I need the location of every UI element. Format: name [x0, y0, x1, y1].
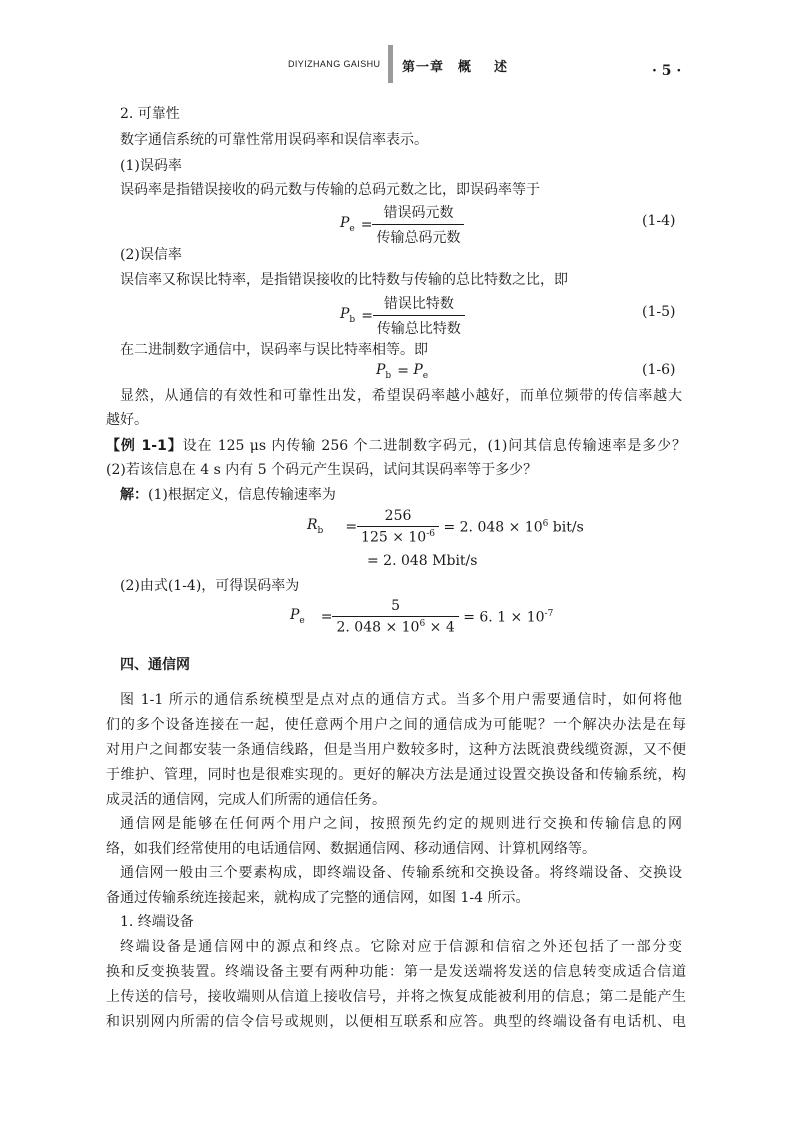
terminal-heading: 1. 终端设备 — [120, 914, 194, 930]
network-p3-line-2: 备通过传输系统连接起来，就构成了完整的通信网，如图 1-4 所示。 — [106, 890, 530, 906]
bit-error-heading: (2)误信率 — [120, 247, 182, 263]
reliability-intro: 数字通信系统的可靠性常用误码率和误信率表示。 — [120, 132, 428, 148]
binary-note: 在二进制数字通信中，误码率与误比特率相等。即 — [120, 342, 428, 358]
terminal-p-line-2: 换和反变换装置。终端设备主要有两种功能：第一是发送端将发送的信息转变成适合信道 — [106, 964, 686, 980]
equation-rb — [307, 508, 584, 546]
terminal-p-line-3: 上传送的信号，接收端则从信道上接收信号，并将之恢复成能被利用的信息；第二是能产生 — [106, 989, 686, 1005]
eq15-lhs: $P_b$ — [340, 306, 356, 325]
equals-sign: = — [345, 518, 358, 535]
chapter-number: 第一章 — [402, 60, 445, 75]
solution-label: 解： — [120, 487, 148, 503]
ber-definition: 误码率是指错误接收的码元数与传输的总码元数之比，即误码率等于 — [120, 182, 540, 198]
eq16-lhs: $P_b$ — [376, 362, 392, 381]
equation-1-5 — [340, 293, 465, 338]
network-p1-line-5: 成灵活的通信网，完成人们所需的通信任务。 — [106, 792, 386, 808]
rb-lhs: $R_b$ — [307, 517, 324, 537]
eq14-numerator: 错误码元数 — [383, 205, 454, 221]
page-number: · 5 · — [652, 63, 682, 79]
rb-fraction — [357, 508, 439, 546]
eq15-numerator: 错误比特数 — [383, 296, 454, 312]
equals-sign: = — [320, 608, 333, 625]
bit-error-definition: 误信率又称误比特率，是指错误接收的比特数与传输的总比特数之比，即 — [120, 272, 568, 288]
example-text-1: 设在 125 μs 内传输 256 个二进制数字码元，(1)问其信息传输速率是多少？ — [182, 438, 687, 454]
eq15-number: (1-5) — [642, 304, 676, 320]
terminal-p-line-4: 和识别网内所需的信令信号或规则，以便相互联系和应答。典型的终端设备有电话机、电 — [106, 1014, 686, 1030]
section-heading-reliability: 2. 可靠性 — [120, 106, 180, 122]
eq14-denominator: 传输总码元数 — [372, 224, 464, 247]
rb-denominator: $125 \times 10^{-6}$ — [357, 526, 439, 546]
section-heading-network: 四、通信网 — [120, 657, 190, 673]
pe-fraction — [332, 598, 458, 636]
network-p1-line-1: 图 1-1 所示的通信系统模型是点对点的通信方式。当多个用户需要通信时，如何将他 — [120, 692, 682, 708]
header-divider-bar — [388, 45, 393, 83]
rb-result-line-2: = 2. 048 Mbit/s — [367, 553, 478, 569]
example-label: 【例 1-1】 — [106, 438, 183, 454]
example-line-2: (2)若该信息在 4 s 内有 5 个码元产生误码，试问其误码率等于多少？ — [106, 462, 538, 478]
eq14-lhs: $P_e$ — [340, 215, 355, 234]
chapter-word-1: 概 — [458, 60, 473, 75]
rb-numerator: 256 — [384, 508, 412, 524]
pe-result: = 6. $1 \times 10^{-7}$ — [463, 608, 554, 626]
pe-lhs: $P_e$ — [290, 607, 305, 627]
network-p2-line-1: 通信网是能够在任何两个用户之间，按照预先约定的规则进行交换和传输信息的网 — [120, 816, 682, 832]
chapter-word-2: 述 — [494, 60, 509, 75]
equation-1-6 — [376, 362, 434, 381]
network-p3-line-1: 通信网一般由三个要素构成，即终端设备、传输系统和交换设备。将终端设备、交换设 — [120, 865, 682, 881]
equation-pe — [290, 598, 553, 636]
terminal-p-line-1: 终端设备是通信网中的源点和终点。它除对应于信源和信宿之外还包括了一部分变 — [120, 939, 682, 955]
equals-sign: = — [361, 307, 373, 324]
running-header-pinyin: DIYIZHANG GAISHU — [288, 59, 381, 69]
equals-sign: = — [397, 363, 414, 380]
eq14-fraction — [372, 202, 464, 247]
eq16-number: (1-6) — [642, 362, 676, 378]
chapter-title — [402, 56, 508, 75]
eq15-fraction — [373, 293, 465, 338]
conclusion-line-2: 越好。 — [106, 412, 148, 428]
eq15-denominator: 传输总比特数 — [373, 315, 465, 338]
example-line-1 — [106, 437, 686, 455]
equals-sign: = — [360, 216, 373, 233]
rb-result: = 2. $048 \times 10^6$ bit/s — [443, 518, 584, 536]
network-p1-line-3: 对用户之间都安装一条通信线路，但是当用户数较多时，这种方法既浪费线缆资源，又不便 — [106, 742, 686, 758]
pe-numerator: 5 — [391, 598, 401, 614]
network-p2-line-2: 络，如我们经常使用的电话通信网、数据通信网、移动通信网、计算机网络等。 — [106, 841, 596, 857]
solution-line-2: (2)由式(1-4)，可得误码率为 — [120, 578, 300, 594]
equation-1-4 — [340, 202, 464, 247]
eq16-rhs: $P_e$ — [413, 362, 429, 381]
eq14-number: (1-4) — [642, 213, 676, 229]
network-p1-line-2: 们的多个设备连接在一起，使任意两个用户之间的通信成为可能呢？一个解决办法是在每 — [106, 717, 686, 733]
solution-line-1: 解：(1)根据定义，信息传输速率为 — [120, 487, 336, 503]
ber-heading: (1)误码率 — [120, 158, 182, 174]
conclusion-line-1: 显然，从通信的有效性和可靠性出发，希望误码率越小越好，而单位频带的传信率越大 — [120, 388, 682, 404]
pe-denominator: 2. $048 \times 10^6 \times 4$ — [332, 616, 458, 636]
network-p1-line-4: 于维护、管理，同时也是很难实现的。更好的解决方法是通过设置交换设备和传输系统，构 — [106, 767, 686, 783]
